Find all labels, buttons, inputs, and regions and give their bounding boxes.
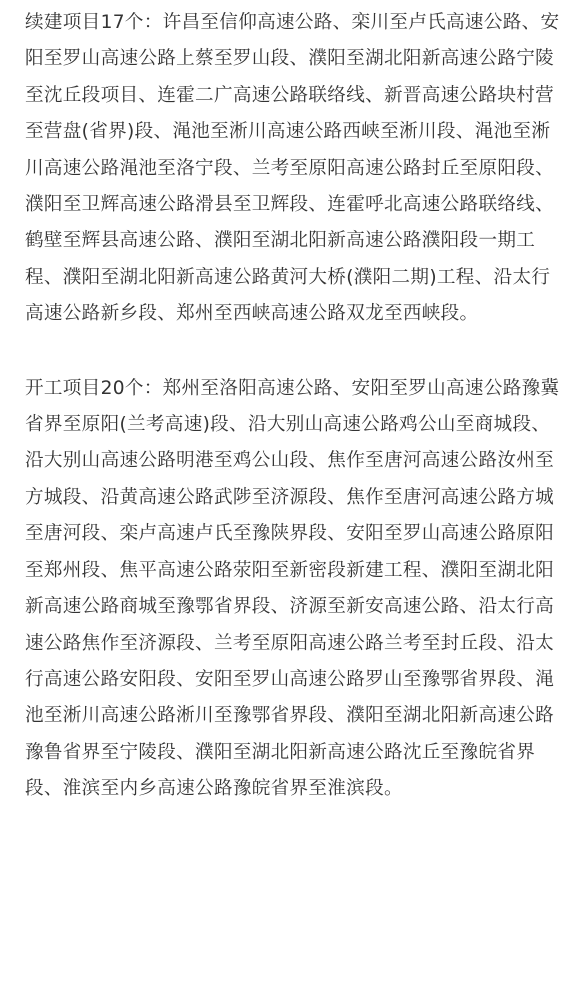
continued-projects-paragraph: 续建项目17个：许昌至信仰高速公路、栾川至卢氏高速公路、安阳至罗山高速公路上蔡至罗山段、濮阳至湖北阳新高速公路宁陵至沈丘段项目、连霍二广高速公路联络线、新晋高速公路块村营至营盘(省界)段、渑池至淅川高速公路西峡至淅川段、渑池至淅川高速公路渑池至洛宁段、兰考至原阳高速公路封丘至原阳段、濮阳至卫辉高速公路滑县至卫辉段、连霍呼北高速公路联络线、鹤壁至辉县高速公路、濮阳至湖北阳新高速公路濮阳段一期工程、濮阳至湖北阳新高速公路黄河大桥(濮阳二期)工程、沿太行高速公路新乡段、郑州至西峡高速公路双龙至西峡段。 xyxy=(25,12,560,325)
article-body xyxy=(25,0,560,808)
new-projects-paragraph: 开工项目20个：郑州至洛阳高速公路、安阳至罗山高速公路豫冀省界至原阳(兰考高速)段、沿大别山高速公路鸡公山至商城段、沿大别山高速公路明港至鸡公山段、焦作至唐河高速公路汝州至方城段、沿黄高速公路武陟至济源段、焦作至唐河高速公路方城至唐河段、栾卢高速卢氏至豫陕界段、安阳至罗山高速公路原阳至郑州段、焦平高速公路荥阳至新密段新建工程、濮阳至湖北阳新高速公路商城至豫鄂省界段、济源至新安高速公路、沿太行高速公路焦作至济源段、兰考至原阳高速公路兰考至封丘段、沿太行高速公路安阳段、安阳至罗山高速公路罗山至豫鄂省界段、渑池至淅川高速公路淅川至豫鄂省界段、濮阳至湖北阳新高速公路豫鲁省界至宁陵段、濮阳至湖北阳新高速公路沈丘至豫皖省界段、淮滨至内乡高速公路豫皖省界至淮滨段。 xyxy=(25,377,560,800)
